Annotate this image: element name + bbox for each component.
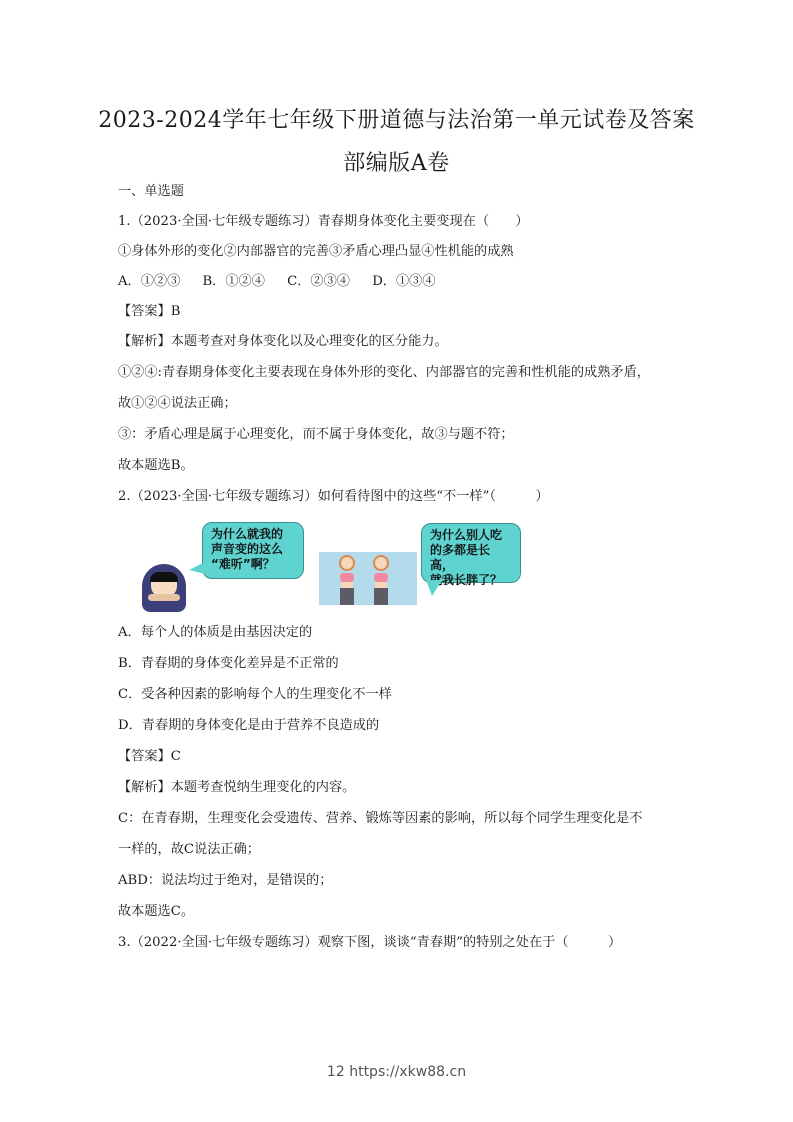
question-1-analysis-3: 故①②④说法正确； <box>118 396 237 411</box>
question-2-option-a: A．每个人的体质是由基因决定的 <box>118 625 313 640</box>
question-1-options <box>118 273 454 291</box>
document-title: 2023-2024学年七年级下册道德与法治第一单元试卷及答案 <box>98 108 695 133</box>
footer-link[interactable]: https://xkw88.cn <box>349 1064 467 1080</box>
speech-bubble-right: 为什么别人吃 的多都是长高， 就我长胖了？ <box>421 523 521 583</box>
question-1-analysis-1: 【解析】本题考查对身体变化以及心理变化的区分能力。 <box>118 334 448 349</box>
question-3-stem: 3.（2022·全国·七年级专题练习）观察下图，谈谈“青春期”的特别之处在于（ ） <box>118 935 622 950</box>
option-b: B．①②④ <box>202 274 265 289</box>
question-2-illustration <box>130 518 530 614</box>
question-2-analysis-1: 【解析】本题考查悦纳生理变化的内容。 <box>118 780 356 795</box>
question-1-analysis-2: ①②④:青春期身体变化主要表现在身体外形的变化、内部器官的完善和性机能的成熟矛盾， <box>118 365 650 380</box>
two-girls-illustration <box>319 552 417 605</box>
speech-bubble-left: 为什么就我的 声音变的这么 “难听”啊？ <box>202 522 304 579</box>
question-1-analysis-4: ③：矛盾心理是属于心理变化，而不属于身体变化，故③与题不符； <box>118 427 514 442</box>
page-number: 12 <box>326 1064 345 1080</box>
option-d: D．①③④ <box>372 274 436 289</box>
question-2-option-b: B．青春期的身体变化差异是不正常的 <box>118 656 339 671</box>
option-c: C．②③④ <box>287 274 350 289</box>
document-subtitle: 部编版A卷 <box>343 151 450 176</box>
question-2-analysis-2: C：在青春期，生理变化会受遗传、营养、锻炼等因素的影响，所以每个同学生理变化是不 <box>118 811 643 826</box>
question-2-analysis-4: ABD：说法均过于绝对，是错误的； <box>118 873 333 888</box>
option-a: A．①②③ <box>118 274 181 289</box>
question-2-option-c: C．受各种因素的影响每个人的生理变化不一样 <box>118 687 392 702</box>
question-2-answer: 【答案】C <box>118 749 181 764</box>
section-heading: 一、单选题 <box>118 184 184 199</box>
hooded-boy-illustration <box>142 564 186 612</box>
question-1-analysis-5: 故本题选B。 <box>118 458 194 473</box>
page-footer <box>0 1064 793 1080</box>
question-1-statements: ①身体外形的变化②内部器官的完善③矛盾心理凸显④性机能的成熟 <box>118 244 514 259</box>
question-2-option-d: D．青春期的身体变化是由于营养不良造成的 <box>118 718 380 733</box>
question-2-analysis-5: 故本题选C。 <box>118 904 195 919</box>
question-1-answer: 【答案】B <box>118 304 181 319</box>
question-2-analysis-3: 一样的，故C说法正确； <box>118 842 260 857</box>
question-2-stem: 2.（2023·全国·七年级专题练习）如何看待图中的这些“不一样”（ ） <box>118 489 549 504</box>
question-1-stem: 1.（2023·全国·七年级专题练习）青春期身体变化主要变现在（ ） <box>118 214 529 229</box>
